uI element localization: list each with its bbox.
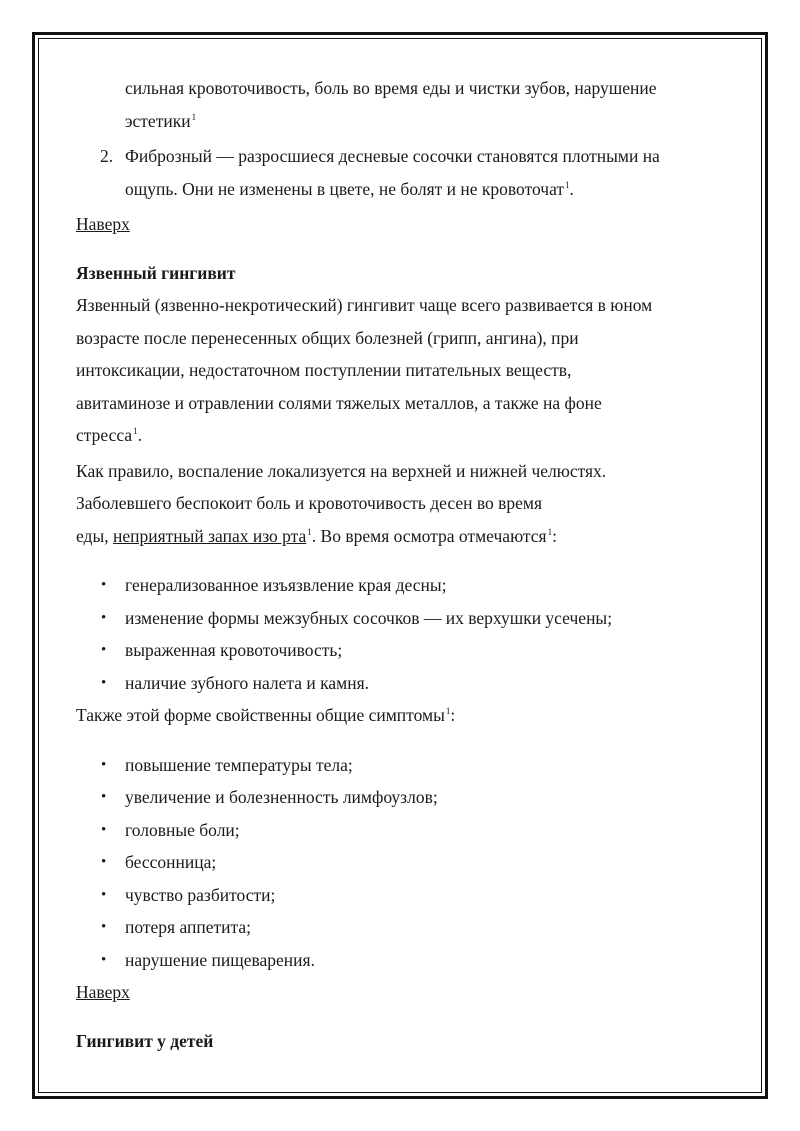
paragraph: Как правило, воспаление локализуется на верхней и нижней челюстях. Заболевшего беспокоит боль и кровоточивость десен во время еды, неприятный запах изо рта$^1$. Во время осмотра отмечаются$^1$: <box>76 460 607 546</box>
list-item: • чувство разбитости; <box>76 879 716 912</box>
list-number: 2. <box>100 146 114 166</box>
footnote-ref[interactable]: 1 <box>307 526 312 537</box>
bullet-list <box>76 569 716 699</box>
list-item: • генерализованное изъязвление края десны; <box>76 569 716 602</box>
back-to-top-link[interactable]: Наверх <box>76 982 130 1002</box>
bullet-list <box>76 749 716 977</box>
document-body <box>76 72 716 1057</box>
list-item: • бессонница; <box>76 846 716 879</box>
list-item: • увеличение и болезненность лимфоузлов; <box>76 781 716 814</box>
section-heading: Гингивит у детей <box>76 1030 214 1051</box>
text-line: Фиброзный — разросшиеся десневые сосочки становятся плотными на <box>125 146 660 166</box>
text-line: сильная кровоточивость, боль во время еды и чистки зубов, нарушение <box>125 78 657 98</box>
list-item: • выраженная кровоточивость; <box>76 634 716 667</box>
list-item: • головные боли; <box>76 814 716 847</box>
numbered-list-item <box>76 140 716 208</box>
footnote-ref[interactable]: 1 <box>445 706 451 716</box>
section-heading: Язвенный гингивит <box>76 262 236 283</box>
list-item-continuation <box>76 72 716 140</box>
list-item: • изменение формы межзубных сосочков — их верхушки усечены; <box>76 602 716 635</box>
list-item: • наличие зубного налета и камня. <box>76 667 716 700</box>
list-item: • повышение температуры тела; <box>76 749 716 782</box>
paragraph: Также этой форме свойственны общие симптомы$^1$: <box>76 705 456 725</box>
list-item: • нарушение пищеварения. <box>76 944 716 977</box>
footnote-ref[interactable]: 1 <box>547 526 553 537</box>
back-to-top-link[interactable]: Наверх <box>76 214 130 234</box>
footnote-ref[interactable]: 1 <box>565 179 570 190</box>
footnote-ref[interactable]: 1 <box>191 111 197 122</box>
footnote-ref[interactable]: 1 <box>133 426 138 436</box>
paragraph: Язвенный (язвенно-некротический) гингивит чаще всего развивается в юном возрасте после перенесенных общих болезней (грипп, ангина), при интоксикации, недостаточном поступлении питательных веществ, авитаминозе и отравлении солями тяжелых металлов, а также на фоне стресса$^1$. <box>76 295 653 445</box>
text-line: ощупь. Они не изменены в цвете, не болят и не кровоточат$^1$. <box>125 178 574 199</box>
text-line: эстетики$^1$ <box>125 110 197 131</box>
list-item: • потеря аппетита; <box>76 911 716 944</box>
bad-breath-link[interactable]: неприятный запах изо рта <box>112 525 307 546</box>
